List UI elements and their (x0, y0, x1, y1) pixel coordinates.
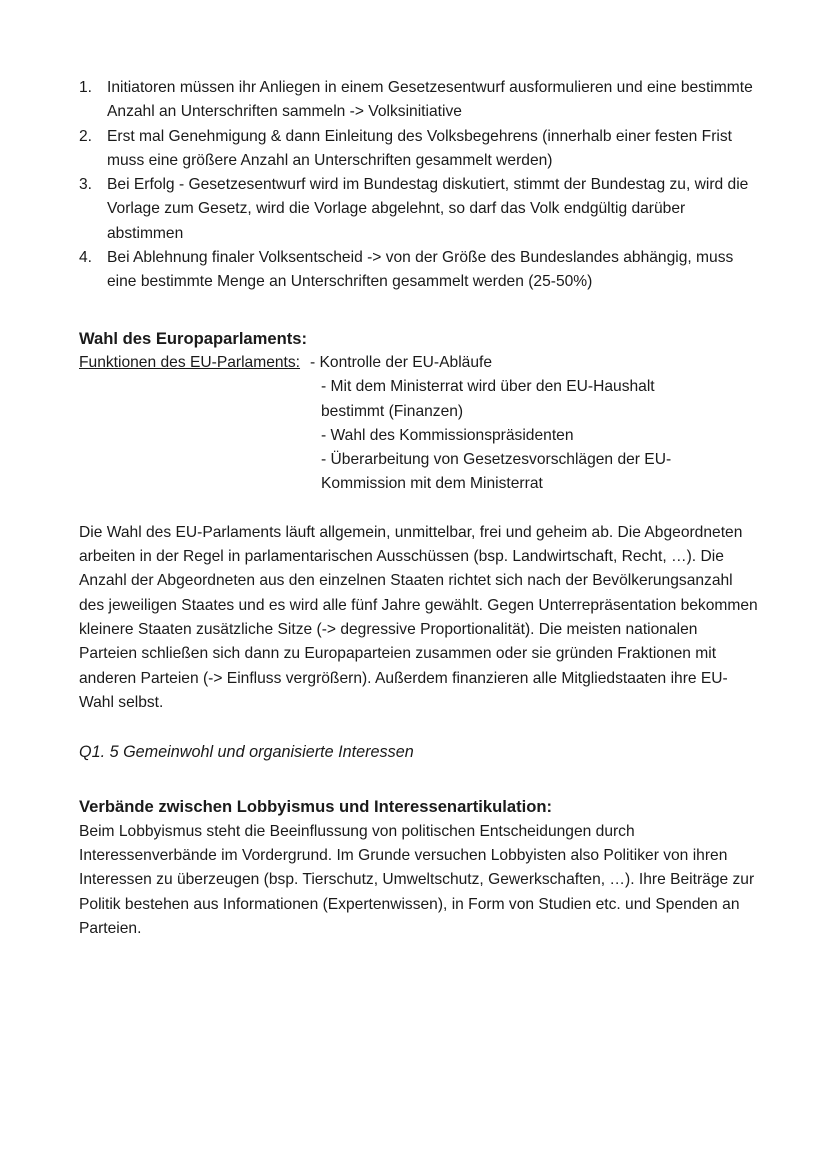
eu-function-item: - Mit dem Ministerrat wird über den EU-Haushalt bestimmt (Finanzen) (321, 378, 655, 420)
list-number: 2. (79, 127, 93, 145)
eu-function-item: - Wahl des Kommissionspräsidenten (321, 426, 574, 444)
list-item (79, 125, 759, 174)
list-item-text: Bei Ablehnung finaler Volksentscheid -> von der Größe des Bundeslandes abhängig, muss eine bestimmte Menge an Unterschriften gesammelt werden (25-50%) (107, 249, 734, 291)
list-number: 4. (79, 249, 93, 267)
eu-functions-list (310, 351, 706, 497)
list-number: 3. (79, 176, 93, 194)
list-number: 1. (79, 79, 93, 96)
list-item-text: Erst mal Genehmigung & dann Einleitung des Volksbegehrens (innerhalb einer festen Frist muss eine größere Anzahl an Unterschriften gesammelt werden) (107, 127, 732, 169)
document-page (79, 76, 759, 941)
lobbyismus-paragraph: Beim Lobbyismus steht die Beeinflussung von politischen Entscheidungen durch Interessenverbände im Vordergrund. Im Grunde versuchen Lobbyisten also Politiker von ihren Interessen zu überzeugen (bsp. Tierschutz, Umweltschutz, Gewerkschaften, …). Ihre Beiträge zur Politik bestehen aus Informationen (Expertenwissen), in Form von Studien etc. und Spenden an Parteien. (79, 822, 755, 937)
list-item-text: Bei Erfolg - Gesetzesentwurf wird im Bundestag diskutiert, stimmt der Bundestag zu, wird die Vorlage zum Gesetz, wird die Vorlage abgelehnt, so darf das Volk endgültig darüber abstimmen (107, 176, 749, 242)
list-item (79, 246, 759, 295)
section-title: Q1. 5 Gemeinwohl und organisierte Interessen (79, 743, 414, 762)
list-item (79, 173, 759, 246)
eu-functions-label: Funktionen des EU-Parlaments: (79, 353, 301, 371)
eu-wahl-paragraph: Die Wahl des EU-Parlaments läuft allgemein, unmittelbar, frei und geheim ab. Die Abgeordneten arbeiten in der Regel in parlamentarischen Ausschüssen (bsp. Landwirtschaft, Recht, …). Die Anzahl der Abgeordneten aus den einzelnen Staaten richtet sich nach der Bevölkerungsanzahl des jeweiligen Staates und es wird alle fünf Jahre gewählt. Gegen Unterrepräsentation bekommen kleinere Staaten zusätzliche Sitze (-> degressive Proportionalität). Die meisten nationalen Parteien schließen sich dann zu Europaparteien zusammen oder sie gründen Fraktionen mit anderen Parteien (-> Einfluss vergrößern). Außerdem finanzieren alle Mitgliedstaaten ihre EU-Wahl selbst. (79, 523, 758, 711)
verbaende-heading: Verbände zwischen Lobbyismus und Interessenartikulation: (79, 797, 553, 817)
europaparlament-heading: Wahl des Europaparlaments: (79, 328, 308, 348)
volksentscheid-steps-list (79, 76, 759, 295)
list-item-text: Initiatoren müssen ihr Anliegen in einem Gesetzesentwurf ausformulieren und eine bestimmte Anzahl an Unterschriften sammeln -> Volksinitiative (107, 79, 753, 121)
list-item (79, 76, 759, 125)
eu-functions-block (79, 351, 759, 497)
eu-function-item: - Kontrolle der EU-Abläufe (310, 353, 493, 371)
eu-function-item: - Überarbeitung von Gesetzesvorschlägen der EU-Kommission mit dem Ministerrat (321, 451, 672, 493)
